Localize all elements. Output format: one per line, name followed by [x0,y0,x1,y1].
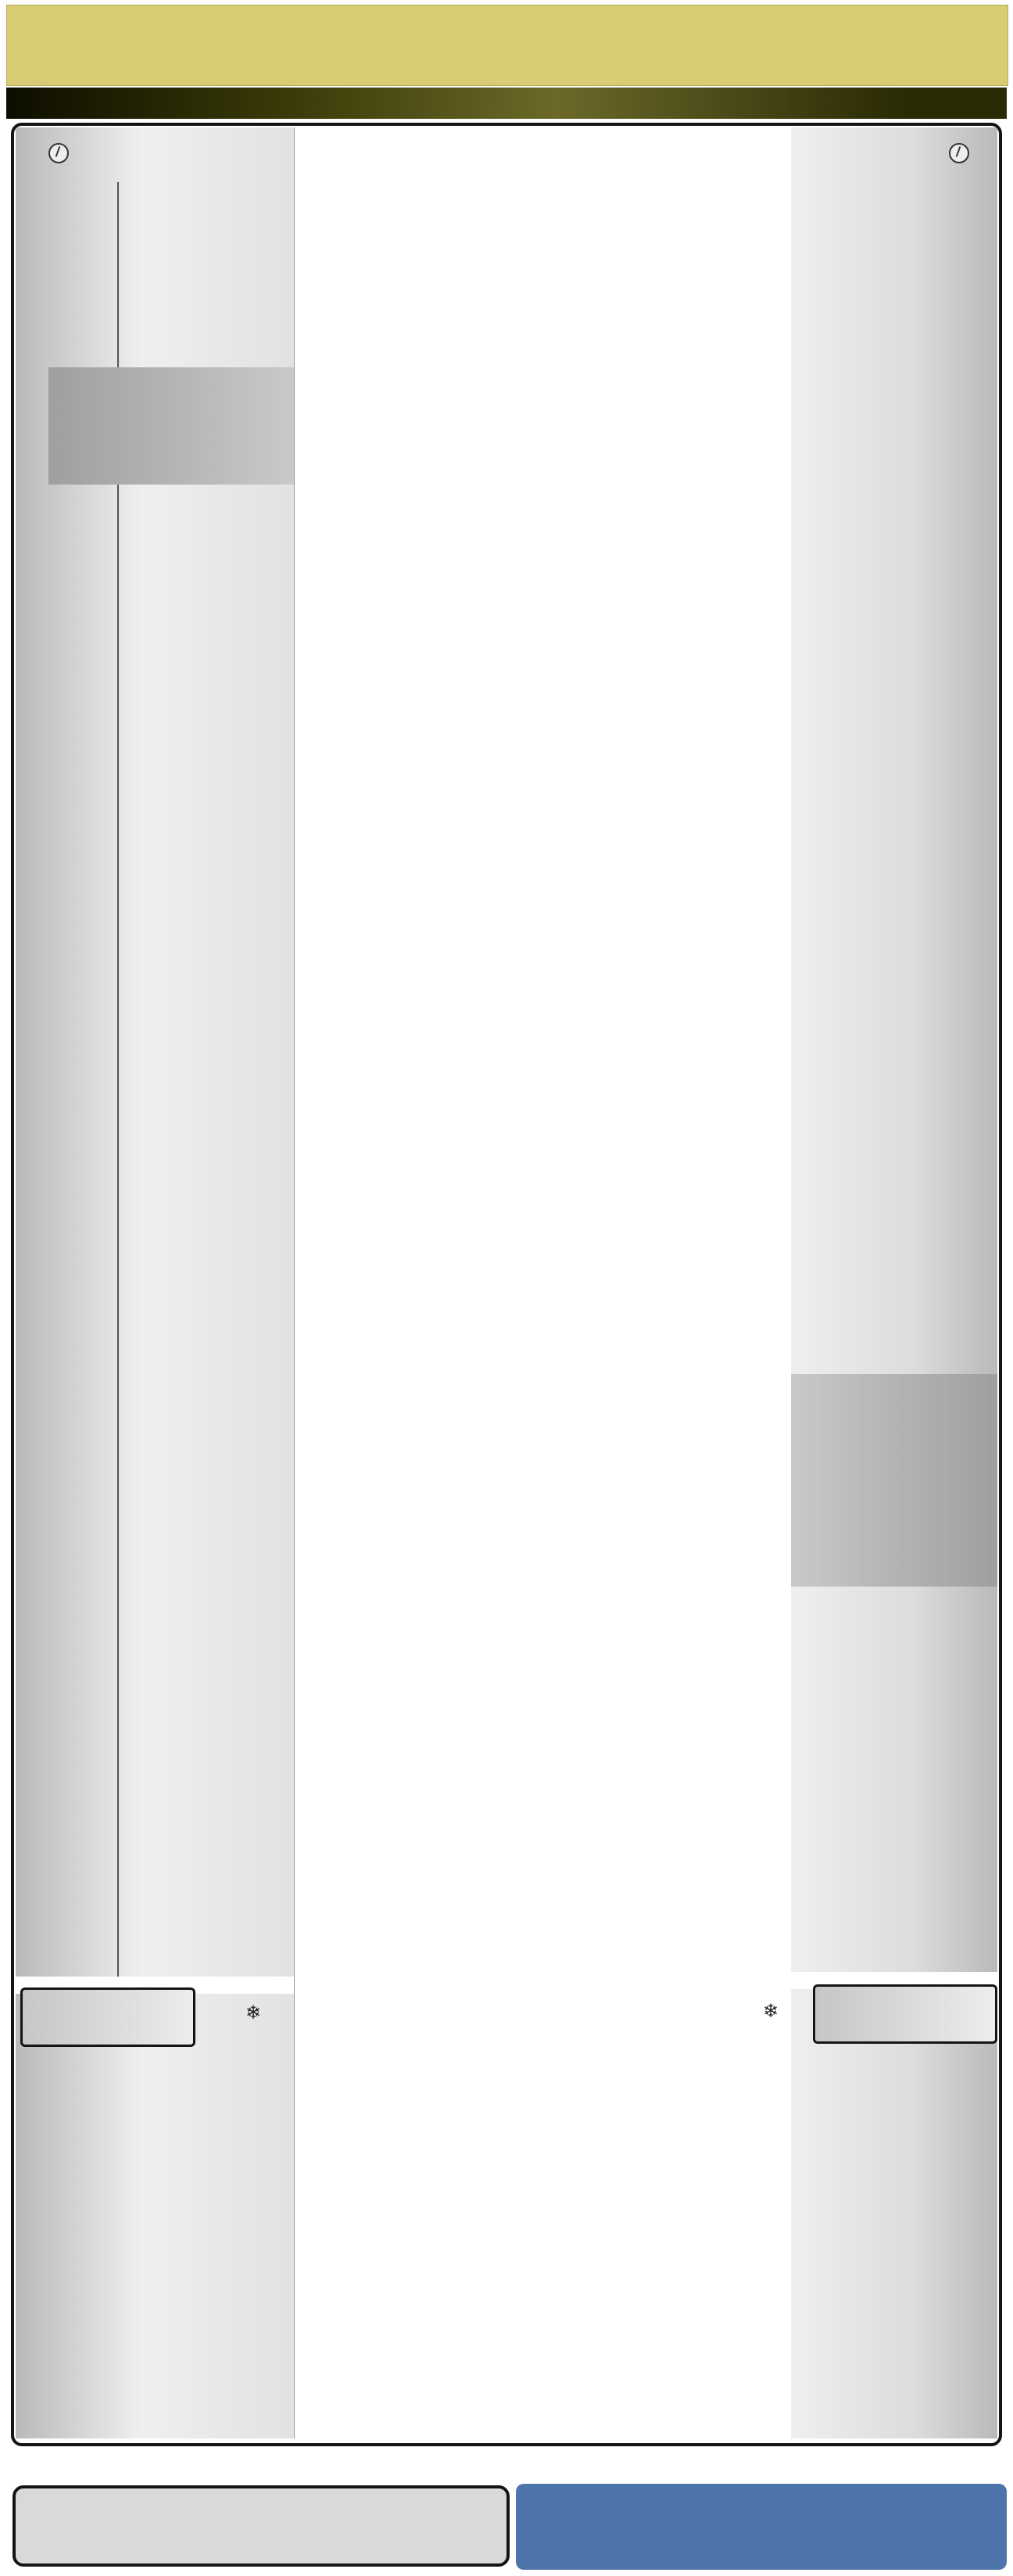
title-band [6,88,1007,119]
diagram-main [11,123,1002,2446]
header-vehicle [7,5,507,85]
ac-section-title-right [813,1984,997,2044]
legend-box [13,2485,510,2567]
header [6,5,1008,86]
diagram-layer [14,126,999,2443]
ecu-80pin-connector [516,2484,1007,2570]
snowflake-icon: ❄ [245,2002,262,2023]
header-system [507,5,1008,85]
snowflake-icon: ❄ [763,2001,779,2022]
ac-section-title-left [20,1987,195,2047]
